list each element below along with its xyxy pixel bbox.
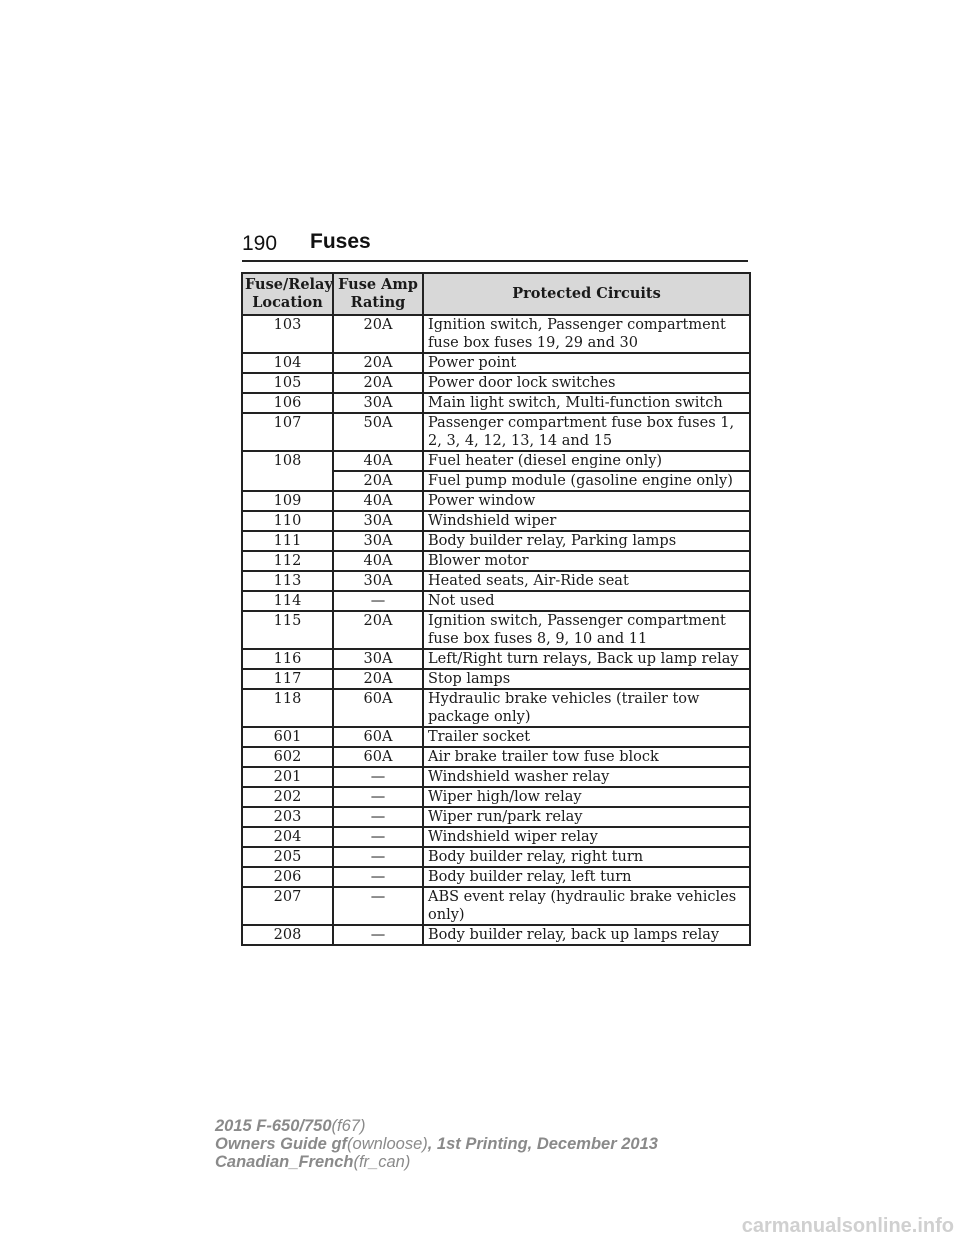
- fuse-location: 107: [242, 413, 333, 451]
- table-row: [242, 591, 750, 611]
- protected-circuits: Not used: [423, 591, 750, 611]
- fuse-location: 115: [242, 611, 333, 649]
- table-row: [242, 807, 750, 827]
- fuse-amp-rating: 30A: [333, 571, 423, 591]
- fuse-location: 207: [242, 887, 333, 925]
- protected-circuits: Fuel heater (diesel engine only): [423, 451, 750, 471]
- table-row: [242, 847, 750, 867]
- fuse-amp-rating: 40A: [333, 491, 423, 511]
- table-row: [242, 451, 750, 471]
- fuse-amp-rating: —: [333, 827, 423, 847]
- fuse-location: 105: [242, 373, 333, 393]
- protected-circuits: Windshield wiper relay: [423, 827, 750, 847]
- protected-circuits: Ignition switch, Passenger compartment fuse box fuses 8, 9, 10 and 11: [423, 611, 750, 649]
- table-row: [242, 353, 750, 373]
- fuse-amp-rating: —: [333, 787, 423, 807]
- table-row: [242, 887, 750, 925]
- table-header-row: [242, 273, 750, 315]
- column-header-amp-rating: Fuse Amp Rating: [333, 273, 423, 315]
- footer-code: (f67): [331, 1117, 366, 1135]
- fuse-location: 601: [242, 727, 333, 747]
- protected-circuits: Power door lock switches: [423, 373, 750, 393]
- fuse-amp-rating: 60A: [333, 747, 423, 767]
- fuse-amp-rating: 40A: [333, 451, 423, 471]
- fuse-amp-rating: —: [333, 867, 423, 887]
- table-row: [242, 511, 750, 531]
- fuse-amp-rating: 30A: [333, 511, 423, 531]
- fuse-amp-rating: 30A: [333, 531, 423, 551]
- table-row: [242, 571, 750, 591]
- protected-circuits: Body builder relay, back up lamps relay: [423, 925, 750, 945]
- fuse-amp-rating: 20A: [333, 669, 423, 689]
- fuse-location: 205: [242, 847, 333, 867]
- fuse-location: 206: [242, 867, 333, 887]
- footer-line-1: [215, 1117, 658, 1135]
- table-row: [242, 531, 750, 551]
- protected-circuits: Wiper run/park relay: [423, 807, 750, 827]
- fuse-location: 203: [242, 807, 333, 827]
- table-row: [242, 787, 750, 807]
- protected-circuits: Main light switch, Multi-function switch: [423, 393, 750, 413]
- protected-circuits: Hydraulic brake vehicles (trailer tow package only): [423, 689, 750, 727]
- protected-circuits: Left/Right turn relays, Back up lamp relay: [423, 649, 750, 669]
- fuse-amp-rating: 50A: [333, 413, 423, 451]
- protected-circuits: Ignition switch, Passenger compartment fuse box fuses 19, 29 and 30: [423, 315, 750, 353]
- footer-variant: (ownloose): [347, 1135, 428, 1153]
- fuse-location: 112: [242, 551, 333, 571]
- protected-circuits: Power point: [423, 353, 750, 373]
- protected-circuits: Body builder relay, Parking lamps: [423, 531, 750, 551]
- protected-circuits: Stop lamps: [423, 669, 750, 689]
- table-row: [242, 689, 750, 727]
- fuse-location: 110: [242, 511, 333, 531]
- print-footer: [215, 1117, 658, 1171]
- fuse-location: 602: [242, 747, 333, 767]
- table-row: [242, 747, 750, 767]
- fuse-location: 117: [242, 669, 333, 689]
- fuse-amp-rating: 20A: [333, 471, 423, 491]
- protected-circuits: Heated seats, Air-Ride seat: [423, 571, 750, 591]
- fuse-amp-rating: 20A: [333, 611, 423, 649]
- fuse-amp-rating: —: [333, 925, 423, 945]
- footer-line-3: [215, 1153, 658, 1171]
- table-row: [242, 611, 750, 649]
- fuse-amp-rating: 40A: [333, 551, 423, 571]
- fuse-location: 104: [242, 353, 333, 373]
- fuse-amp-rating: —: [333, 887, 423, 925]
- fuse-location: 201: [242, 767, 333, 787]
- table-row: [242, 727, 750, 747]
- fuse-amp-rating: —: [333, 847, 423, 867]
- page-number: 190: [242, 232, 278, 255]
- protected-circuits: Wiper high/low relay: [423, 787, 750, 807]
- fuse-location: 103: [242, 315, 333, 353]
- column-header-location: Fuse/Relay Location: [242, 273, 333, 315]
- table-row: [242, 393, 750, 413]
- table-row: [242, 373, 750, 393]
- table-row: [242, 315, 750, 353]
- protected-circuits: Windshield washer relay: [423, 767, 750, 787]
- fuse-amp-rating: —: [333, 807, 423, 827]
- table-row: [242, 669, 750, 689]
- fuse-location: 108: [242, 451, 333, 491]
- fuse-location: 204: [242, 827, 333, 847]
- table-row: [242, 767, 750, 787]
- fuse-amp-rating: 30A: [333, 393, 423, 413]
- table-row: [242, 867, 750, 887]
- fuse-location: 114: [242, 591, 333, 611]
- page-header: [242, 230, 748, 262]
- fuse-location: 118: [242, 689, 333, 727]
- table-row: [242, 925, 750, 945]
- footer-line-2: [215, 1135, 658, 1153]
- fuse-location: 109: [242, 491, 333, 511]
- protected-circuits: Passenger compartment fuse box fuses 1, 2, 3, 4, 12, 13, 14 and 15: [423, 413, 750, 451]
- fuse-table: [241, 272, 751, 946]
- footer-guide: Owners Guide gf: [215, 1135, 348, 1153]
- fuse-location: 111: [242, 531, 333, 551]
- protected-circuits: Air brake trailer tow fuse block: [423, 747, 750, 767]
- protected-circuits: Trailer socket: [423, 727, 750, 747]
- fuse-amp-rating: 60A: [333, 727, 423, 747]
- footer-locale: (fr_can): [353, 1153, 411, 1171]
- table-row: [242, 413, 750, 451]
- protected-circuits: ABS event relay (hydraulic brake vehicles only): [423, 887, 750, 925]
- fuse-amp-rating: —: [333, 767, 423, 787]
- protected-circuits: Blower motor: [423, 551, 750, 571]
- fuse-amp-rating: —: [333, 591, 423, 611]
- protected-circuits: Body builder relay, right turn: [423, 847, 750, 867]
- fuse-location: 116: [242, 649, 333, 669]
- fuse-location: 202: [242, 787, 333, 807]
- protected-circuits: Fuel pump module (gasoline engine only): [423, 471, 750, 491]
- protected-circuits: Body builder relay, left turn: [423, 867, 750, 887]
- fuse-amp-rating: 30A: [333, 649, 423, 669]
- table-row: [242, 551, 750, 571]
- fuse-amp-rating: 60A: [333, 689, 423, 727]
- table-row: [242, 649, 750, 669]
- protected-circuits: Windshield wiper: [423, 511, 750, 531]
- fuse-location: 106: [242, 393, 333, 413]
- fuse-amp-rating: 20A: [333, 373, 423, 393]
- table-row: [242, 827, 750, 847]
- column-header-protected-circuits: Protected Circuits: [423, 273, 750, 315]
- footer-model: 2015 F-650/750: [215, 1117, 332, 1135]
- fuse-amp-rating: 20A: [333, 315, 423, 353]
- protected-circuits: Power window: [423, 491, 750, 511]
- section-title: Fuses: [310, 230, 371, 253]
- table-row: [242, 491, 750, 511]
- fuse-location: 208: [242, 925, 333, 945]
- fuse-amp-rating: 20A: [333, 353, 423, 373]
- watermark: carmanualsonline.info: [741, 1215, 954, 1237]
- fuse-location: 113: [242, 571, 333, 591]
- footer-language: Canadian_French: [215, 1153, 354, 1171]
- footer-printing: , 1st Printing, December 2013: [427, 1135, 658, 1153]
